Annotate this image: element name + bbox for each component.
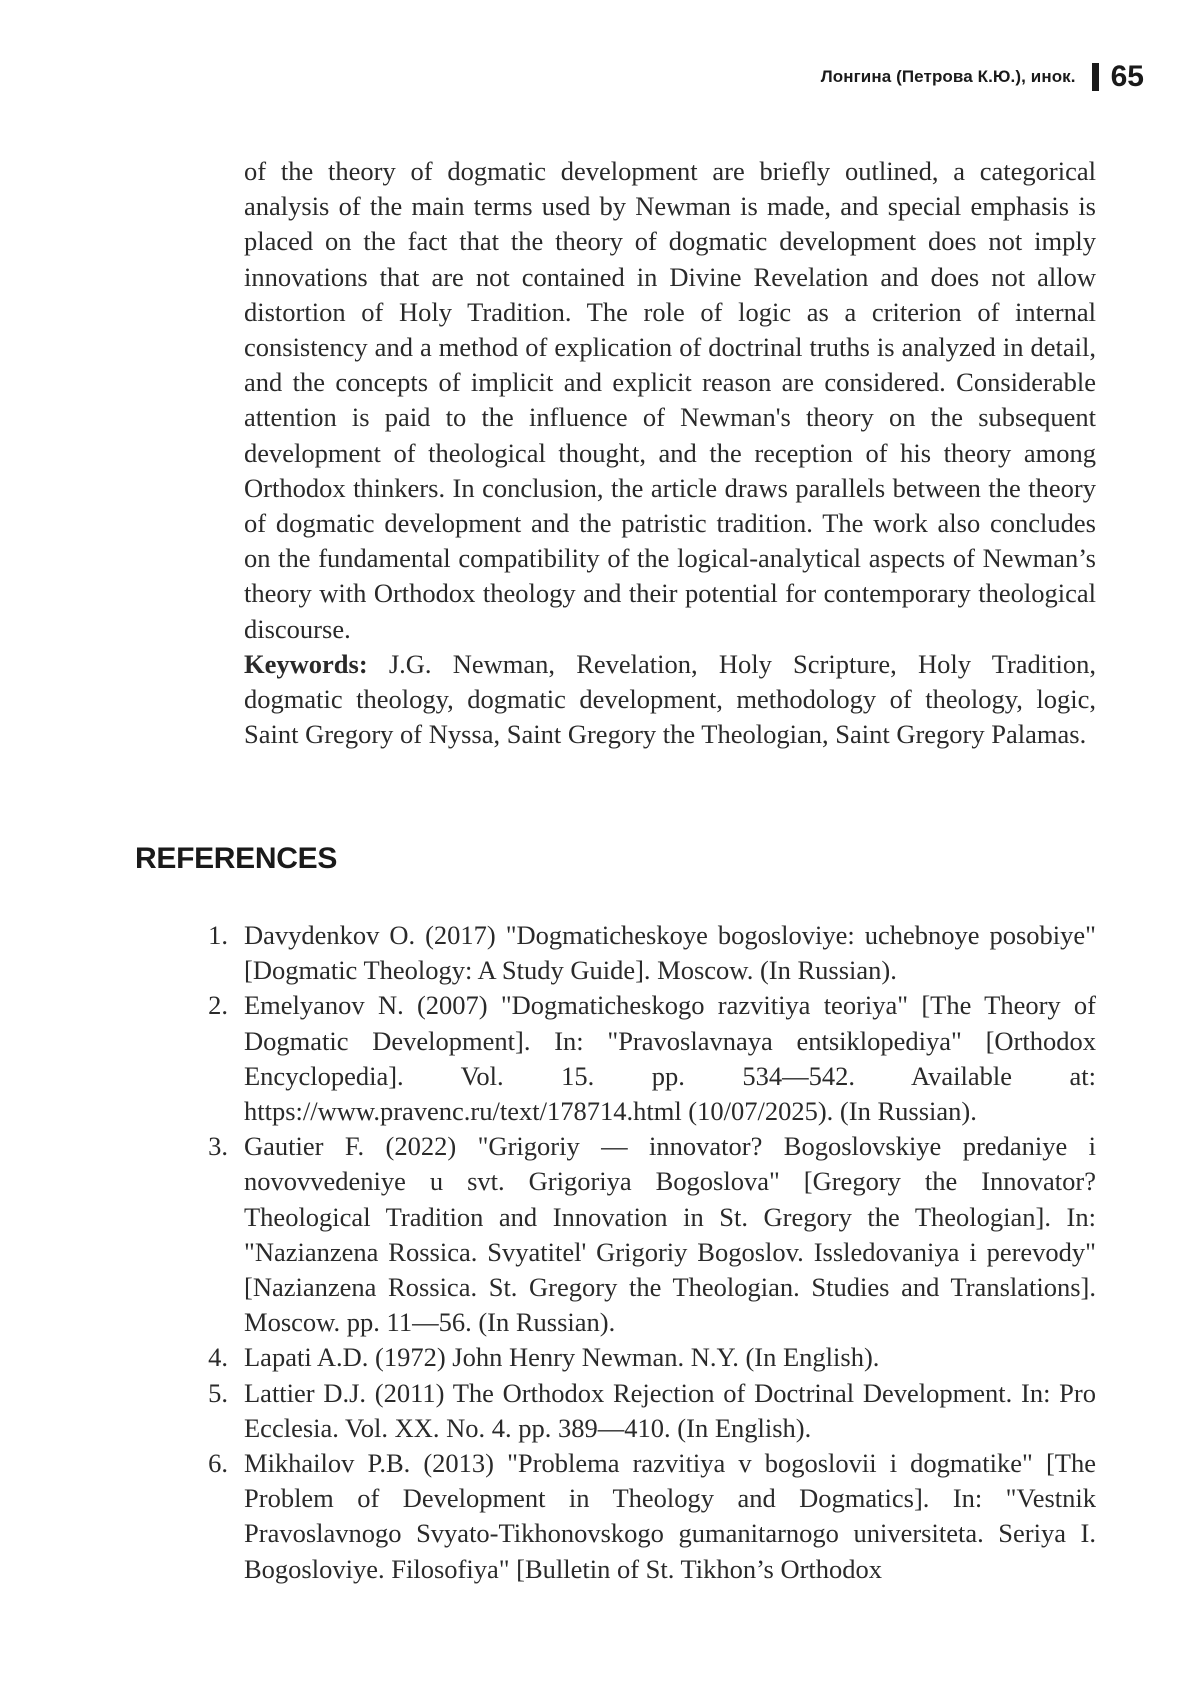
reference-text: Lapati A.D. (1972) John Henry Newman. N.Y. (In English). [244,1342,880,1373]
reference-number: 2. [208,990,228,1021]
reference-text: Gautier F. (2022) "Grigoriy — innovator? Bogoslovskiye predaniye i novovvedeniye u svt. Grigoriya Bogoslova" [Gregory the Innovator? Theological Tradition and Innovation in St. Gregory the Theologian]. In: "Nazianzena Rossica. Svyatitel' Grigoriy Bogoslov. Issledovaniya i perevody" [Nazianzena Rossica. St. Gregory the Theologian. Studies and Translations]. Moscow. pp. 11—56. (In Russian). [244,1131,1096,1338]
abstract-body [244,154,1096,752]
reference-item [208,918,1096,988]
running-header-author: Лонгина (Петрова К.Ю.), инок. [820,67,1076,86]
reference-text: Emelyanov N. (2007) "Dogmaticheskogo razvitiya teoriya" [The Theory of Dogmatic Development]. In: "Pravoslavnaya entsiklopediya" [Orthodox Encyclopedia]. Vol. 15. pp. 534—542. Available at: https://www.pravenc.ru/text/178714.html (10/07/2025). (In Russian). [244,990,1096,1127]
reference-text: Davydenkov O. (2017) "Dogmaticheskoye bogosloviye: uchebnoye posobiye" [Dogmatic Theology: A Study Guide]. Moscow. (In Russian). [244,920,1096,986]
reference-text: Lattier D.J. (2011) The Orthodox Rejection of Doctrinal Development. In: Pro Ecclesia. Vol. XX. No. 4. pp. 389—410. (In English). [244,1377,1096,1443]
reference-item [208,1129,1096,1340]
reference-number: 6. [208,1448,228,1479]
keywords-paragraph [244,647,1096,753]
references-list [208,918,1096,1587]
reference-item [208,1446,1096,1587]
reference-item [208,1340,1096,1375]
reference-item [208,988,1096,1129]
page-number: 65 [1110,60,1144,93]
reference-number: 4. [208,1342,228,1373]
reference-number: 5. [208,1377,228,1408]
abstract-text: of the theory of dogmatic development are briefly outlined, a categorical analysis of the main terms used by Newman is made, and special emphasis is placed on the fact that the theory of dogmatic development does not imply innovations that are not contained in Divine Revelation and does not allow distortion of Holy Tradition. The role of logic as a criterion of internal consistency and a method of explication of doctrinal truths is analyzed in detail, and the concepts of implicit and explicit reason are considered. Considerable attention is paid to the influence of Newman's theory on the subsequent development of theological thought, and the reception of his theory among Orthodox thinkers. In conclusion, the article draws parallels between the theory of dogmatic development and the patristic tradition. The work also concludes on the fundamental compatibility of the logical-analytical aspects of Newman’s theory with Orthodox theology and their potential for contemporary theological discourse. [244,156,1096,644]
keywords-text: J.G. Newman, Revelation, Holy Scripture, Holy Tradition, dogmatic theology, dogmatic development, methodology of theology, logic, Saint Gregory of Nyssa, Saint Gregory the Theologian, Saint Gregory Palamas. [244,648,1097,750]
keywords-label: Keywords: [244,648,368,679]
reference-number: 1. [208,920,228,950]
reference-item [208,1376,1096,1446]
header-divider-bar [1092,63,1099,91]
reference-text: Mikhailov P.B. (2013) "Problema razvitiya v bogoslovii i dogmatike" [The Problem of Development in Theology and Dogmatics]. In: "Vestnik Pravoslavnogo Svyato-Tikhonovskogo gumanitarnogo universiteta. Seriya I. Bogosloviye. Filosofiya" [Bulletin of St. Tikhon’s Orthodox [244,1448,1096,1584]
running-header [821,62,1144,92]
reference-number: 3. [208,1131,228,1162]
references-heading: REFERENCES [135,842,338,875]
